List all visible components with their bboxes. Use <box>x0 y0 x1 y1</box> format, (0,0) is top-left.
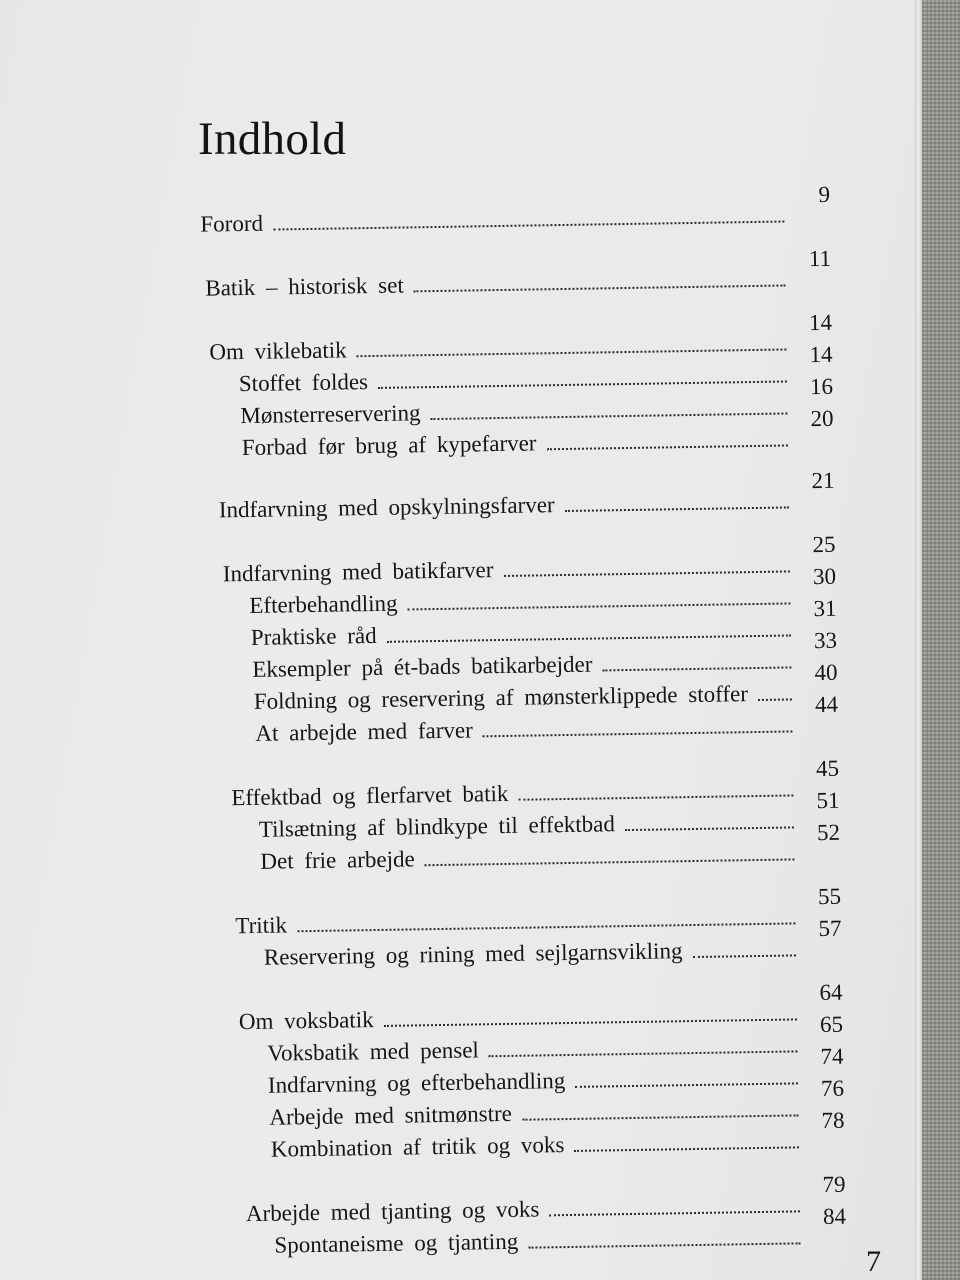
toc-leader-dots <box>528 1242 800 1248</box>
toc-leader-dots <box>518 794 793 800</box>
toc-entry-page: 57 <box>818 915 842 942</box>
toc-leader-dots <box>625 826 794 831</box>
toc-entry-label: Spontaneisme og tjanting <box>274 1228 519 1258</box>
toc-leader-dots <box>565 506 789 512</box>
toc-entry-label: Arbejde med tjanting og voks <box>245 1196 540 1227</box>
toc-entry-page: 33 <box>813 627 838 654</box>
toc-entry-label: Stoffet foldes <box>238 369 369 397</box>
toc-leader-dots <box>758 698 792 701</box>
toc-entry-page: 76 <box>820 1075 845 1102</box>
toc-entry-label: Det frie arbejde <box>260 846 415 874</box>
toc-entry-label: Praktiske råd <box>250 622 377 650</box>
toc-leader-dots <box>489 1050 798 1057</box>
toc-entry-page: 51 <box>816 787 840 814</box>
toc-entry-label: Indfarvning med batikfarver <box>222 557 494 587</box>
toc-entry-label: Batik – historisk set <box>205 272 404 301</box>
toc-entry-page: 78 <box>821 1107 845 1134</box>
toc-entry <box>205 245 832 302</box>
toc-entry-page: 14 <box>809 341 833 368</box>
page-title: Indhold <box>198 113 347 165</box>
toc-entry-label: Efterbehandling <box>249 590 398 618</box>
toc-entry-label: Om viklebatik <box>209 337 347 365</box>
toc-entry-page: 44 <box>814 691 839 718</box>
toc-leader-dots <box>273 221 784 231</box>
toc-entry-page: 9 <box>818 181 831 207</box>
toc-leader-dots <box>378 380 787 388</box>
toc-entry-page: 11 <box>808 245 832 272</box>
toc-entry-label: Indfarvning med opskylningsfarver <box>218 492 555 523</box>
toc-entry-label: Om voksbatik <box>238 1007 374 1035</box>
toc-leader-dots <box>387 634 791 642</box>
toc-entry-label: Reservering og rining med sejlgarnsvikling <box>263 938 683 970</box>
toc-entry-page: 14 <box>808 309 833 336</box>
toc-entry-label: Effektbad og flerfarvet batik <box>231 780 509 811</box>
toc-entry-label: Kombination af tritik og voks <box>270 1132 565 1162</box>
toc-leader-dots <box>414 285 786 293</box>
toc-leader-dots <box>425 858 795 866</box>
toc-entry-label: At arbejde med farver <box>255 717 473 746</box>
toc-leader-dots <box>575 1082 798 1087</box>
toc-entry-label: Voksbatik med pensel <box>267 1037 480 1066</box>
toc-entry-page: 40 <box>814 659 838 686</box>
toc-entry-page: 21 <box>811 467 835 494</box>
toc-entry-page: 84 <box>822 1203 847 1230</box>
toc-leader-dots <box>547 444 788 450</box>
toc-leader-dots <box>549 1210 800 1216</box>
book-binding <box>922 0 960 1280</box>
toc-entry-label: Forbad før brug af kypefarver <box>241 430 537 461</box>
toc-entry <box>263 915 842 971</box>
toc-entry-page: 74 <box>820 1043 844 1070</box>
toc-leader-dots <box>522 1114 798 1120</box>
toc-entry <box>218 467 835 524</box>
toc-entry-page: 31 <box>813 595 837 622</box>
toc-entry-label: Tritik <box>235 912 288 939</box>
toc-entry <box>238 979 843 1035</box>
toc-entry <box>222 531 836 588</box>
page-edge <box>915 0 922 1280</box>
toc-entry-label: Arbejde med snitmønstre <box>269 1100 513 1130</box>
toc-leader-dots <box>483 730 793 737</box>
toc-leader-dots <box>693 954 796 958</box>
toc-entry <box>200 181 831 238</box>
toc-entry-page: 55 <box>817 883 842 910</box>
page-number: 7 <box>866 1245 881 1278</box>
toc-leader-dots <box>297 922 795 932</box>
toc-leader-dots <box>384 1018 797 1026</box>
toc-leader-dots <box>431 412 788 420</box>
toc-entry-page: 65 <box>819 1011 844 1038</box>
toc-entry-page: 25 <box>812 531 836 558</box>
toc-entry-label: Eksempler på ét-bads batikarbejder <box>252 651 593 682</box>
toc-entry-page: 16 <box>809 373 834 400</box>
toc-entry-label: Forord <box>200 210 264 237</box>
toc-entry-page: 30 <box>812 563 837 590</box>
toc-entry <box>235 883 842 940</box>
toc-leader-dots <box>602 666 791 671</box>
toc-entry-page: 79 <box>822 1171 846 1198</box>
toc-leader-dots <box>408 602 791 610</box>
toc-entry <box>245 1171 846 1227</box>
toc-leader-dots <box>574 1146 799 1152</box>
toc-entry <box>231 755 840 812</box>
toc-entry-page: 45 <box>815 755 840 782</box>
toc-entry-page: 20 <box>810 405 834 432</box>
toc-entry-page: 64 <box>819 979 843 1006</box>
toc-entry-label: Mønsterreservering <box>240 400 421 429</box>
toc-entry-label: Tilsætning af blindkype til effektbad <box>258 811 616 842</box>
toc-leader-dots <box>503 570 789 576</box>
toc-entry <box>209 309 833 366</box>
toc-entry-page: 52 <box>816 819 841 846</box>
toc-entry-label: Foldning og reservering af mønsterklippede stoffer <box>253 681 749 714</box>
toc-leader-dots <box>357 348 787 357</box>
toc-entry-label: Indfarvning og efterbehandling <box>267 1068 566 1098</box>
